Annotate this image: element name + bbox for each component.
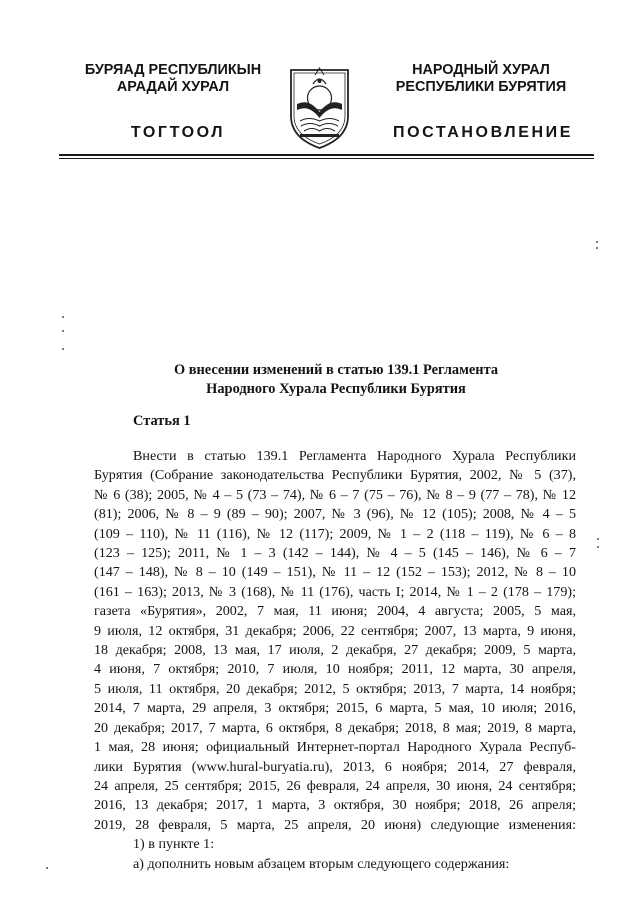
body-line: 9 июля, 12 октября, 31 декабря; 2006, 22 сентября; 2007, 13 марта, 9 июня, bbox=[94, 622, 576, 639]
body-line: (123 – 125); 2011, № 1 – 3 (142 – 144), № 4 – 5 (145 – 146), № 6 – 7 bbox=[94, 545, 576, 562]
article-heading: Статья 1 bbox=[133, 413, 191, 429]
coat-of-arms-icon bbox=[287, 64, 352, 150]
list-item: а) дополнить новым абзацем вторым следующего содержания: bbox=[133, 855, 510, 872]
body-line: № 6 (38); 2005, № 4 – 5 (73 – 74), № 6 – 7 (75 – 76), № 8 – 9 (77 – 78), № 12 bbox=[94, 486, 576, 503]
body-line: 20 декабря; 2017, 7 марта, 6 октября, 8 декабря; 2018, 8 мая; 2019, 8 марта, bbox=[94, 719, 576, 736]
body-line: 5 июля, 11 октября, 20 декабря; 2012, 5 октября; 2013, 7 марта, 14 ноября; bbox=[94, 680, 576, 697]
scan-speck bbox=[596, 241, 598, 243]
issuer-name-buryat-line-1: БУРЯАД РЕСПУБЛИКЫН bbox=[84, 62, 262, 78]
document-title-line-1: О внесении изменений в статью 139.1 Регламента bbox=[173, 362, 499, 378]
document-type-russian: ПОСТАНОВЛЕНИЕ bbox=[392, 124, 573, 141]
body-line: 1 мая, 28 июня; официальный Интернет-портал Народного Хурала Респуб- bbox=[94, 739, 576, 756]
body-line: 4 июня, 7 октября; 2010, 7 июля, 10 ноября; 2011, 12 марта, 30 апреля, bbox=[94, 661, 576, 678]
body-line: лики Бурятия (www.hural-buryatia.ru), 2013, 6 ноября; 2014, 27 февраля, bbox=[94, 758, 576, 775]
body-line: 2016, 13 декабря; 2017, 1 марта, 3 октября, 30 ноября; 2018, 26 апреля; bbox=[94, 797, 576, 814]
scan-speck bbox=[596, 247, 598, 249]
body-line: (147 – 148), № 8 – 10 (149 – 151), № 11 – 12 (152 – 153); 2012, № 8 – 10 bbox=[94, 564, 576, 581]
body-line: (109 – 110), № 11 (116), № 12 (117); 2009, № 1 – 2 (118 – 119), № 6 – 8 bbox=[94, 525, 576, 542]
body-line: 18 декабря; 2008, 13 мая, 17 июля, 2 декабря, 27 декабря; 2009, 5 марта, bbox=[94, 642, 576, 659]
body-line: 24 апреля, 25 сентября; 2015, 26 февраля, 24 апреля, 30 июня, 24 сентября; bbox=[94, 777, 576, 794]
header-divider-thick bbox=[59, 154, 594, 156]
issuer-name-russian bbox=[363, 62, 599, 96]
issuer-name-buryat bbox=[58, 62, 288, 96]
body-line: 2014, 7 марта, 29 апреля, 3 октября; 2015, 6 марта, 5 мая, 10 июля; 2016, bbox=[94, 700, 576, 717]
issuer-name-buryat-line-2: АРАДАЙ ХУРАЛ bbox=[116, 79, 230, 95]
header-divider-thin bbox=[59, 158, 594, 159]
document-title-line-2: Народного Хурала Республики Бурятия bbox=[206, 381, 466, 397]
scan-speck bbox=[62, 316, 64, 318]
list-item: 1) в пункте 1: bbox=[133, 836, 215, 853]
scan-speck bbox=[62, 348, 64, 350]
scan-speck bbox=[597, 538, 599, 540]
body-line: Бурятия (Собрание законодательства Республики Бурятия, 2002, № 5 (37), bbox=[94, 467, 576, 484]
article-body bbox=[94, 447, 576, 874]
document-type-buryat: ТОГТООЛ bbox=[130, 124, 226, 141]
body-line: 2019, 28 февраля, 5 марта, 25 апреля, 20 июня) следующие изменения: bbox=[94, 816, 576, 833]
scan-speck bbox=[62, 330, 64, 332]
issuer-name-russian-line-2: РЕСПУБЛИКИ БУРЯТИЯ bbox=[395, 79, 567, 95]
document-title bbox=[100, 361, 572, 399]
scan-speck bbox=[597, 546, 599, 548]
body-line: (161 – 163); 2013, № 3 (168), № 11 (176), часть I; 2014, № 1 – 2 (178 – 179); bbox=[94, 583, 576, 600]
body-line: (81); 2006, № 8 – 9 (89 – 90); 2007, № 3 (96), № 12 (105); 2008, № 4 – 5 bbox=[94, 506, 576, 523]
body-line: Внести в статью 139.1 Регламента Народного Хурала Республики bbox=[133, 448, 576, 464]
body-line: газета «Бурятия», 2002, 7 мая, 11 июня; 2004, 4 августа; 2005, 5 мая, bbox=[94, 603, 576, 620]
scan-speck bbox=[46, 867, 48, 869]
issuer-name-russian-line-1: НАРОДНЫЙ ХУРАЛ bbox=[412, 62, 550, 78]
